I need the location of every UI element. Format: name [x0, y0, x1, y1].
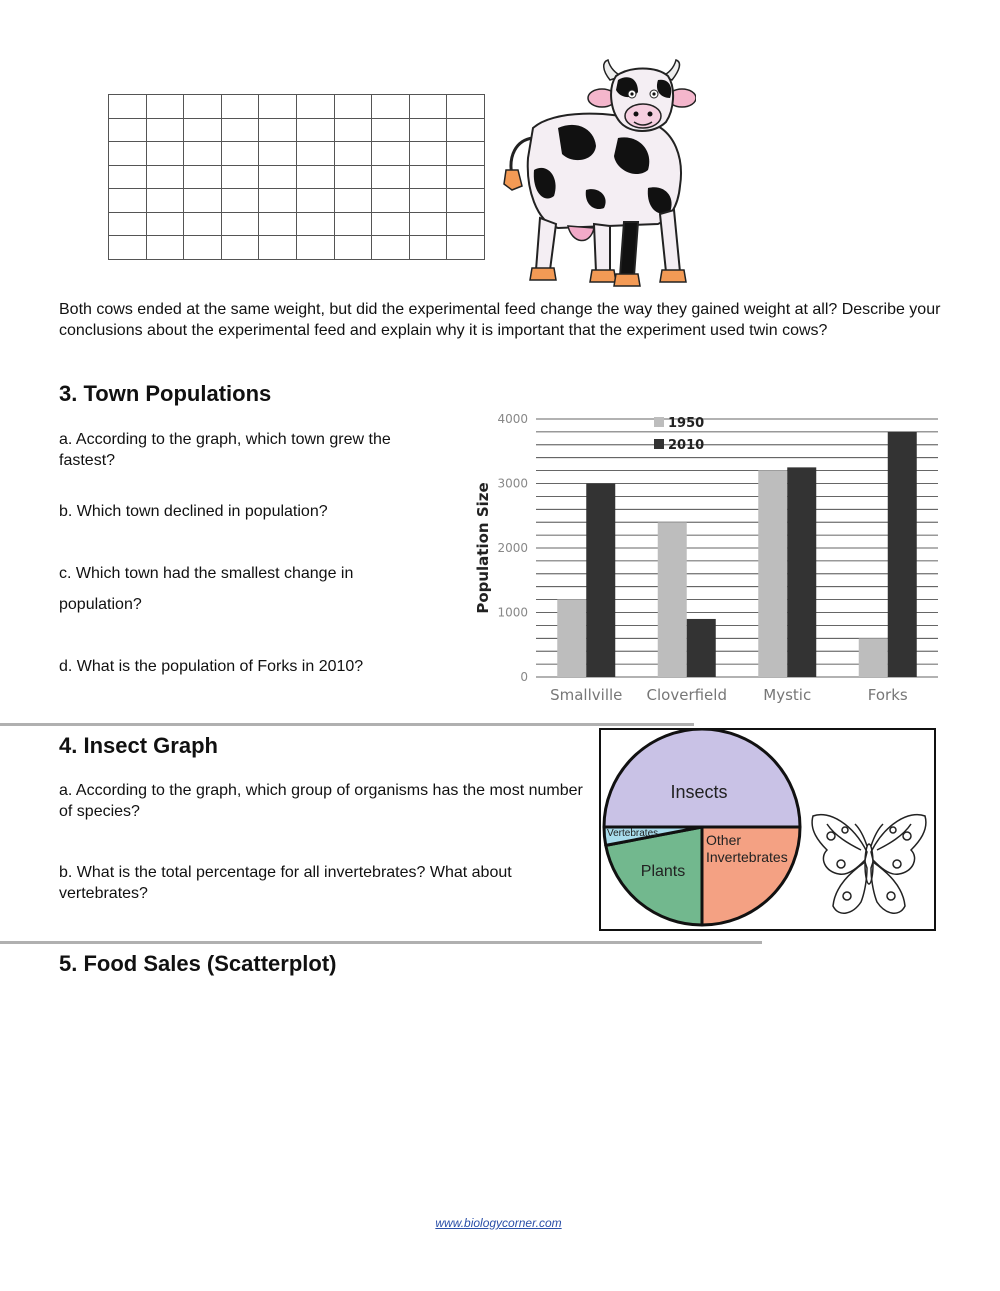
y-tick-label: 4000: [497, 412, 528, 426]
conclusion-question: Both cows ended at the same weight, but did the experimental feed change the way they gained weight at all? Describe your conclusions about the experimental feed and explain why it is important that the experiment used twin cows?: [59, 301, 941, 339]
grid-cell: [146, 236, 184, 260]
grid-cell: [146, 189, 184, 213]
grid-cell: [447, 95, 485, 119]
section-heading-food-sales: 5. Food Sales (Scatterplot): [59, 951, 337, 976]
grid-cell: [372, 165, 410, 189]
grid-cell: [296, 142, 334, 166]
grid-cell: [409, 212, 447, 236]
grid-cell: [109, 212, 147, 236]
grid-cell: [447, 118, 485, 142]
grid-cell: [334, 95, 372, 119]
grid-cell: [221, 118, 259, 142]
grid-cell: [296, 118, 334, 142]
grid-cell: [146, 165, 184, 189]
legend-label-1950: 1950: [668, 416, 705, 431]
grid-cell: [259, 142, 297, 166]
grid-cell: [259, 236, 297, 260]
grid-cell: [296, 165, 334, 189]
grid-cell: [146, 95, 184, 119]
grid-cell: [334, 212, 372, 236]
x-tick-label: Smallville: [550, 686, 623, 704]
grid-cell: [334, 189, 372, 213]
question-4b: b. What is the total percentage for all invertebrates? What about vertebrates?: [59, 864, 512, 902]
grid-cell: [372, 212, 410, 236]
insect-pie-chart-frame: [599, 728, 936, 931]
grid-cell: [447, 212, 485, 236]
grid-cell: [447, 189, 485, 213]
x-tick-label: Mystic: [763, 686, 812, 704]
question-3c-line2: population?: [59, 596, 142, 613]
grid-cell: [447, 142, 485, 166]
question-3b: b. Which town declined in population?: [59, 503, 328, 520]
grid-cell: [259, 165, 297, 189]
grid-cell: [146, 142, 184, 166]
grid-cell: [221, 95, 259, 119]
grid-cell: [221, 165, 259, 189]
grid-cell: [334, 236, 372, 260]
town-population-bar-chart: [462, 405, 952, 710]
grid-cell: [259, 189, 297, 213]
grid-cell: [184, 118, 222, 142]
section-divider: [0, 941, 762, 944]
y-axis-label: Population Size: [474, 482, 492, 614]
legend-item: [654, 416, 704, 431]
grid-cell: [109, 189, 147, 213]
bar-2010-forks: [888, 432, 917, 677]
grid-cell: [221, 236, 259, 260]
legend-item: [654, 438, 704, 453]
grid-cell: [447, 236, 485, 260]
section-heading-insect-graph: 4. Insect Graph: [59, 733, 218, 758]
x-tick-label: Forks: [867, 686, 908, 704]
question-3d: d. What is the population of Forks in 2010?: [59, 658, 364, 675]
bar-1950-smallville: [557, 600, 586, 677]
data-grid: [108, 94, 485, 260]
legend-swatch-1950: [654, 417, 664, 427]
pie-label-insects: Insects: [670, 782, 728, 802]
bar-1950-mystic: [758, 471, 787, 677]
bar-1950-forks: [859, 638, 888, 677]
y-tick-label: 0: [520, 670, 528, 684]
grid-cell: [146, 212, 184, 236]
pie-label-plants: Plants: [640, 863, 686, 880]
grid-cell: [409, 142, 447, 166]
pie-label-other-line1: Other: [706, 832, 742, 848]
grid-cell: [184, 236, 222, 260]
grid-cell: [409, 165, 447, 189]
grid-cell: [184, 212, 222, 236]
pie-label-vertebrates: Vertebrates: [607, 828, 659, 839]
grid-cell: [259, 95, 297, 119]
grid-cell: [184, 165, 222, 189]
bar-2010-cloverfield: [687, 619, 716, 677]
grid-cell: [296, 95, 334, 119]
grid-cell: [221, 142, 259, 166]
butterfly-illustration: [805, 806, 933, 924]
question-3c-line1: c. Which town had the smallest change in: [59, 565, 354, 582]
grid-cell: [146, 118, 184, 142]
grid-cell: [372, 95, 410, 119]
bar-2010-smallville: [586, 484, 615, 678]
grid-cell: [372, 236, 410, 260]
grid-cell: [409, 118, 447, 142]
cow-illustration: [498, 58, 696, 296]
grid-cell: [447, 165, 485, 189]
pie-label-other-line2: Invertebrates: [706, 849, 788, 865]
y-tick-label: 2000: [497, 541, 528, 555]
grid-cell: [409, 189, 447, 213]
grid-cell: [409, 95, 447, 119]
y-tick-label: 3000: [497, 476, 528, 491]
grid-cell: [221, 212, 259, 236]
grid-cell: [334, 142, 372, 166]
section-divider: [0, 723, 694, 726]
legend-label-2010: 2010: [668, 438, 705, 453]
grid-cell: [296, 189, 334, 213]
grid-cell: [109, 236, 147, 260]
pie-slice-insects: [604, 730, 800, 827]
bar-2010-mystic: [787, 467, 816, 677]
footer-link[interactable]: www.biologycorner.com: [435, 1216, 562, 1230]
grid-cell: [334, 118, 372, 142]
y-tick-label: 1000: [497, 605, 528, 620]
grid-cell: [109, 95, 147, 119]
grid-cell: [296, 236, 334, 260]
grid-cell: [109, 142, 147, 166]
question-3a: a. According to the graph, which town grew the fastest?: [59, 431, 391, 469]
legend-swatch-2010: [654, 439, 664, 449]
grid-cell: [184, 95, 222, 119]
grid-cell: [184, 189, 222, 213]
x-tick-label: Cloverfield: [646, 686, 727, 704]
bar-1950-cloverfield: [658, 522, 687, 677]
grid-cell: [296, 212, 334, 236]
grid-cell: [109, 118, 147, 142]
grid-cell: [372, 189, 410, 213]
grid-cell: [259, 118, 297, 142]
grid-cell: [334, 165, 372, 189]
grid-cell: [109, 165, 147, 189]
grid-cell: [372, 142, 410, 166]
section-heading-town-populations: 3. Town Populations: [59, 381, 272, 406]
grid-cell: [221, 189, 259, 213]
grid-cell: [184, 142, 222, 166]
grid-cell: [372, 118, 410, 142]
grid-cell: [409, 236, 447, 260]
grid-cell: [259, 212, 297, 236]
question-4a: a. According to the graph, which group of organisms has the most number of species?: [59, 782, 583, 820]
